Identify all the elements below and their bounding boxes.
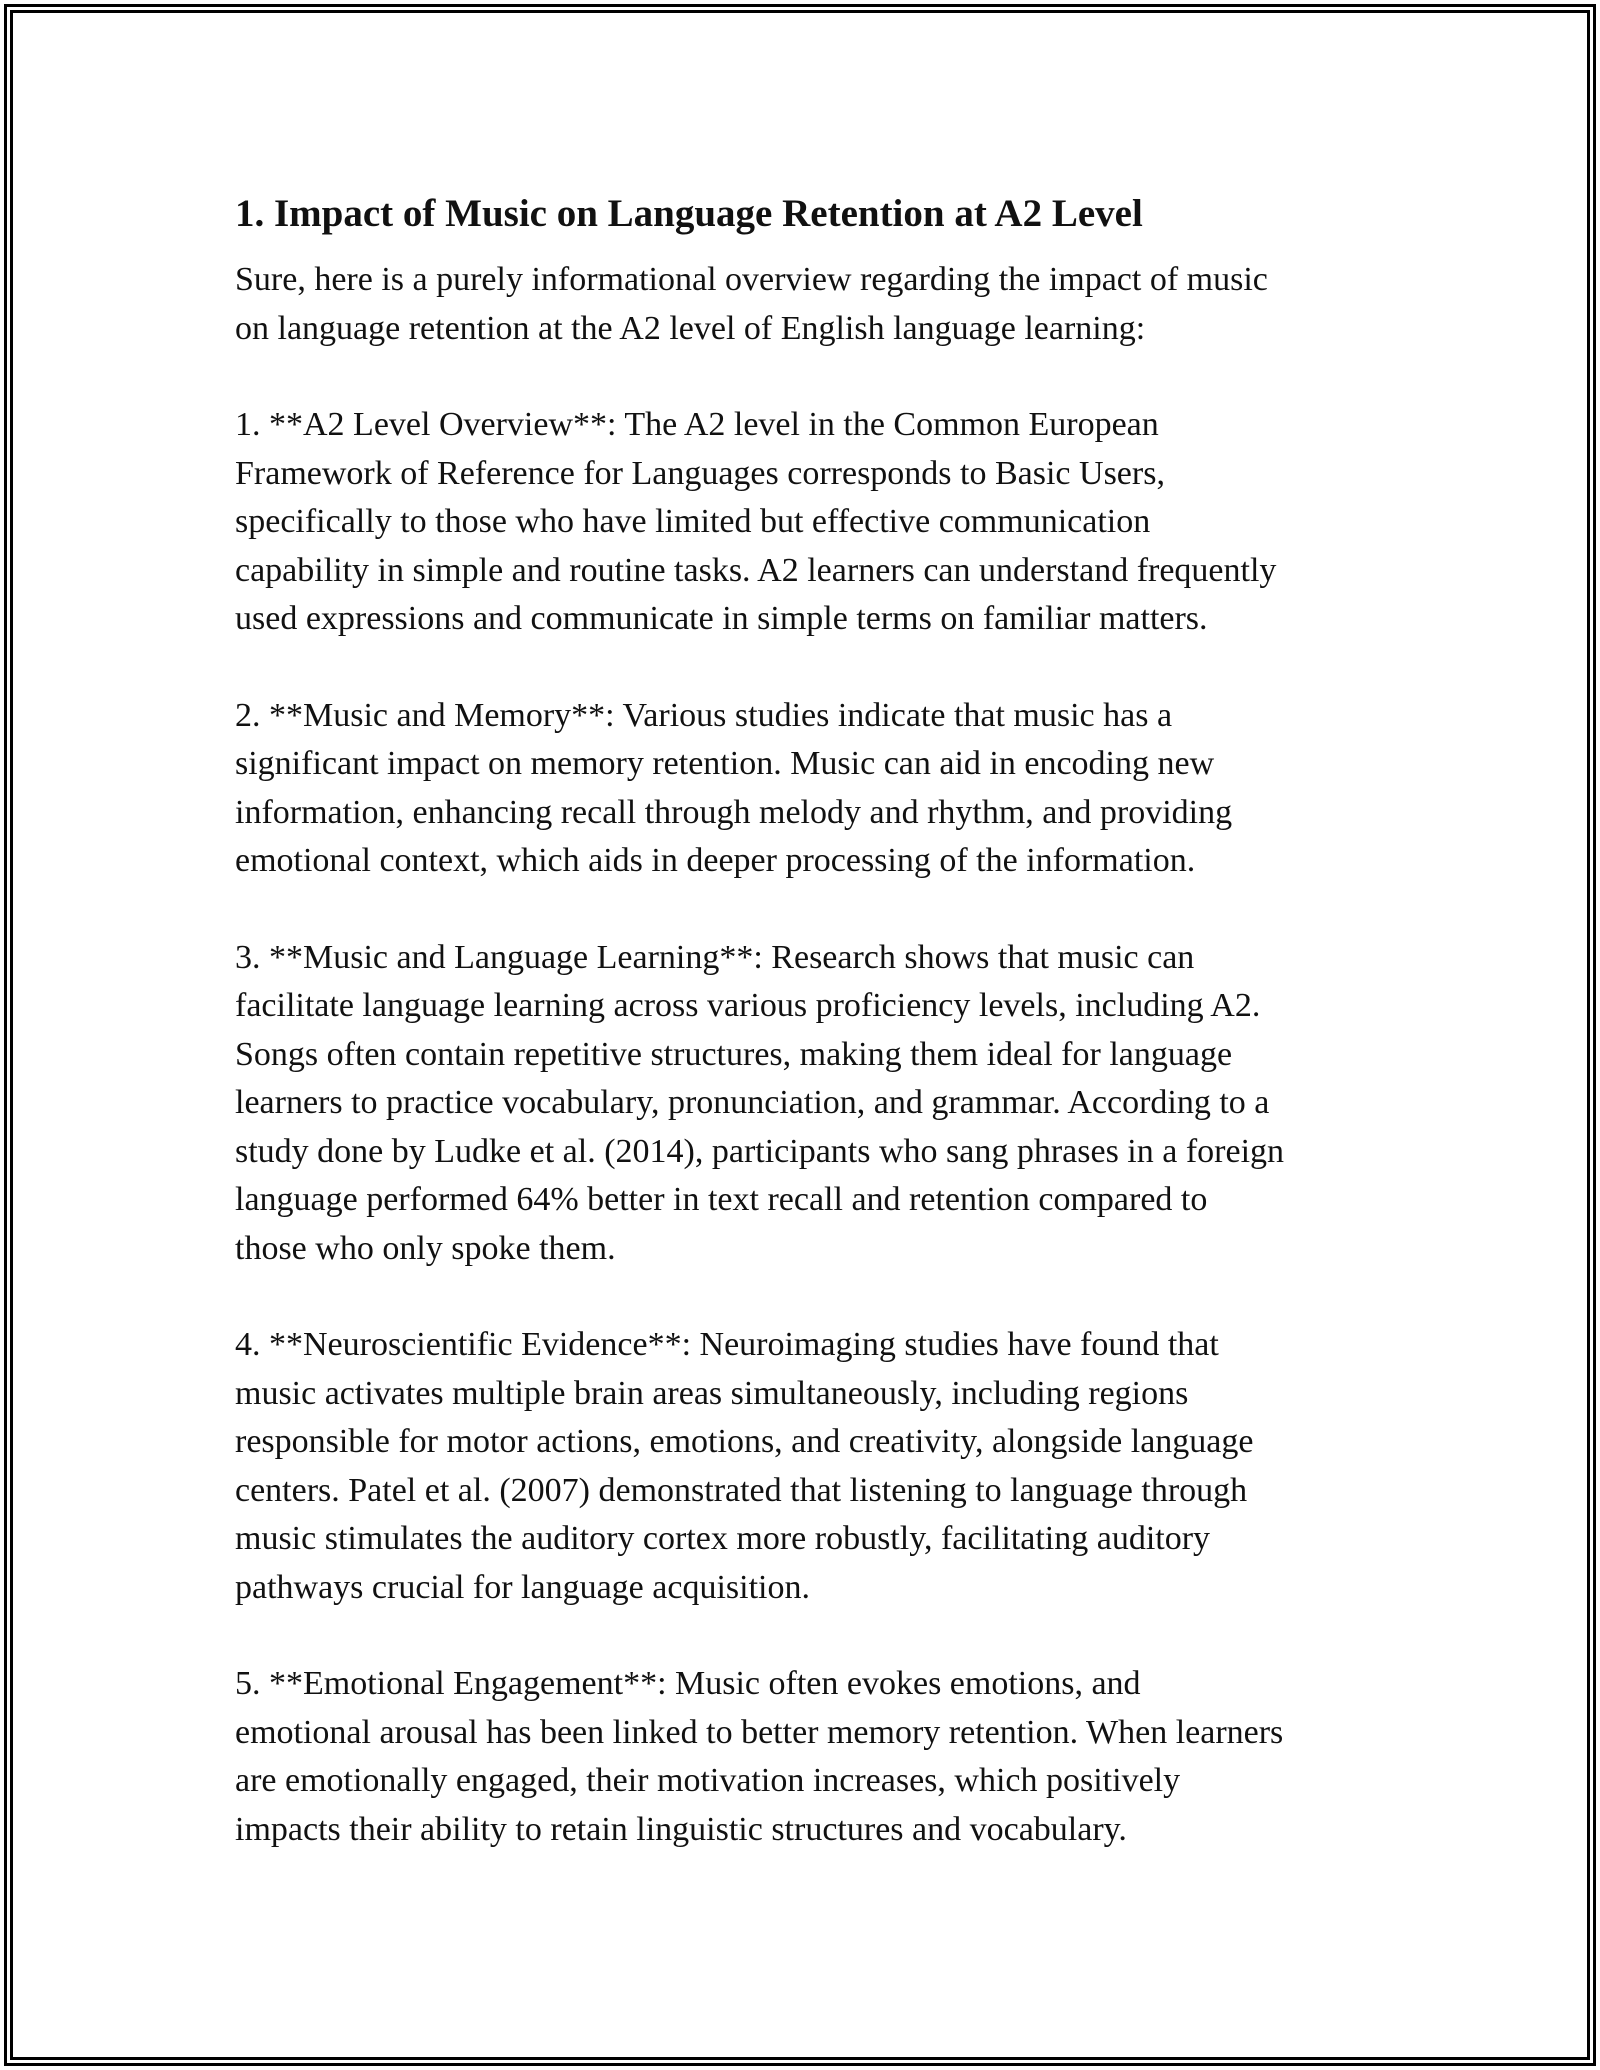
paragraph-neuroscientific-evidence: 4. **Neuroscientific Evidence**: Neuroimaging studies have found that music activates multiple brain areas simultaneously, including regions responsible for motor actions, emotions, and creativity, alongside language centers. Patel et al. (2007) demonstrated that listening to language through music stimulates the auditory cortex more robustly, facilitating auditory pathways crucial for language acquisition. xyxy=(235,1326,1254,1606)
paragraph-a2-level-overview: 1. **A2 Level Overview**: The A2 level in the Common European Framework of Reference for Languages corresponds to Basic Users, specifically to those who have limited but effective communication capability in simple and routine tasks. A2 learners can understand frequently used expressions and communicate in simple terms on familiar matters. xyxy=(235,406,1277,637)
document-body xyxy=(235,186,1385,1902)
paragraph-music-and-language-learning: 3. **Music and Language Learning**: Research shows that music can facilitate language learning across various proficiency levels, including A2. Songs often contain repetitive structures, making them ideal for language learners to practice vocabulary, pronunciation, and grammar. According to a study done by Ludke et al. (2014), participants who sang phrases in a foreign language performed 64% better in text recall and retention compared to those who only spoke them. xyxy=(235,938,1285,1267)
intro-paragraph: Sure, here is a purely informational overview regarding the impact of music on language retention at the A2 level of English language learning: xyxy=(235,261,1268,347)
document-title: 1. Impact of Music on Language Retention at A2 Level xyxy=(235,192,1143,235)
paragraph-emotional-engagement: 5. **Emotional Engagement**: Music often evokes emotions, and emotional arousal has been linked to better memory retention. When learners are emotionally engaged, their motivation increases, which positively impacts their ability to retain linguistic structures and vocabulary. xyxy=(235,1665,1284,1848)
paragraph-music-and-memory: 2. **Music and Memory**: Various studies indicate that music has a significant impact on memory retention. Music can aid in encoding new information, enhancing recall through melody and rhythm, and providing emotional context, which aids in deeper processing of the information. xyxy=(235,696,1233,879)
